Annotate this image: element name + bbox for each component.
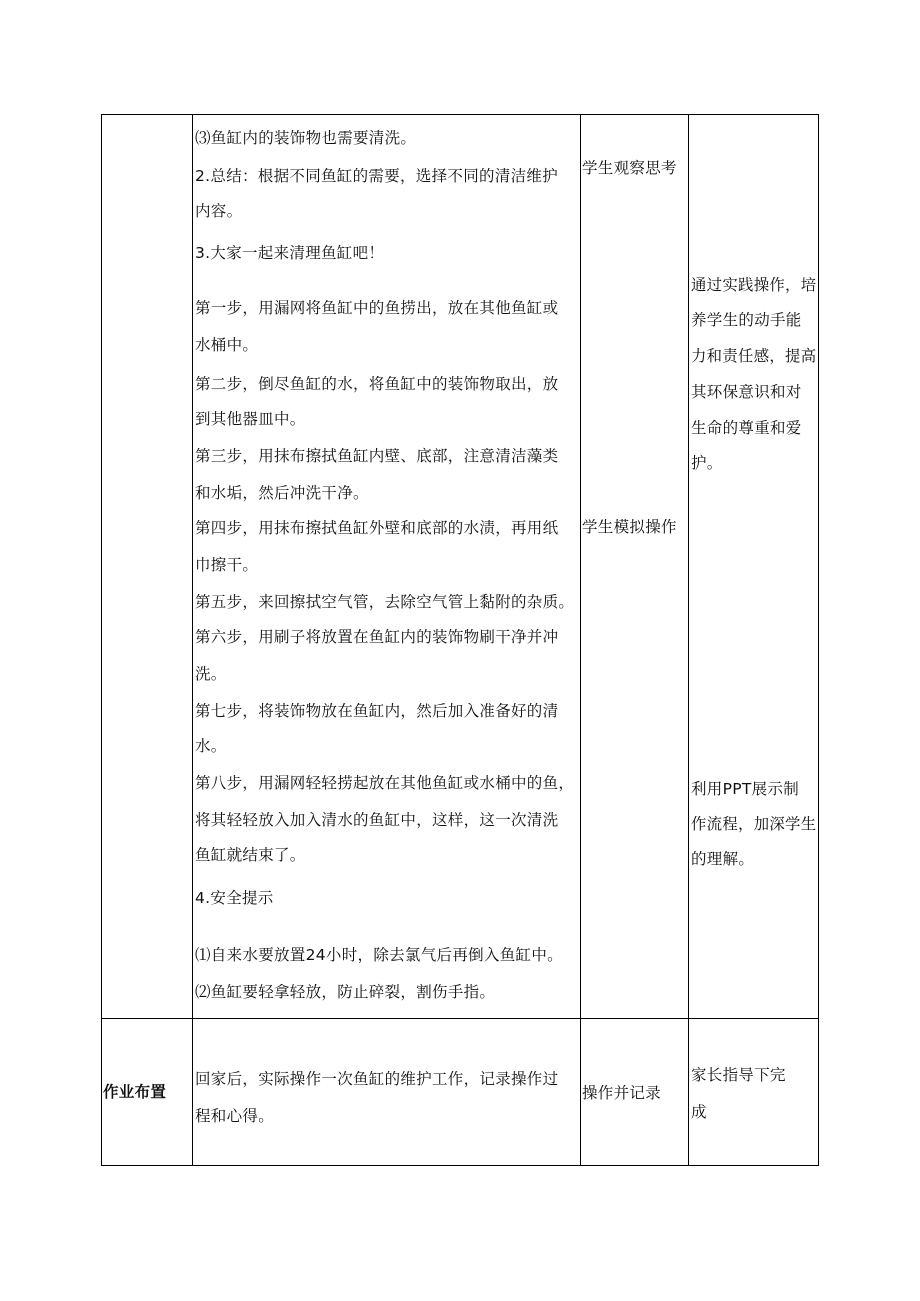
intent-line: 护。 <box>691 454 723 472</box>
homework-student-activity: 操作并记录 <box>582 1084 662 1102</box>
homework-intent-line: 成 <box>691 1103 707 1121</box>
table-border-left <box>101 114 102 1166</box>
homework-label: 作业布置 <box>103 1083 167 1101</box>
intent-line: 其环保意识和对 <box>691 383 802 401</box>
content-line: ⑶鱼缸内的装饰物也需要清洗。 <box>195 129 417 147</box>
content-line: 将其轻轻放入加入清水的鱼缸中，这样，这一次清洗 <box>195 811 559 829</box>
content-line: 第七步，将装饰物放在鱼缸内，然后加入准备好的清 <box>195 702 559 720</box>
content-line: 水。 <box>195 737 227 755</box>
content-line: 水桶中。 <box>195 336 259 354</box>
content-line: 第一步，用漏网将鱼缸中的鱼捞出，放在其他鱼缸或 <box>195 299 559 317</box>
table-row-divider <box>101 1018 819 1019</box>
intent-line: 作流程，加深学生 <box>691 815 817 833</box>
content-line: 第四步，用抹布擦拭鱼缸外壁和底部的水渍，再用纸 <box>195 519 559 537</box>
content-line: 巾擦干。 <box>195 556 259 574</box>
content-line: 洗。 <box>195 665 227 683</box>
content-line: 第三步，用抹布擦拭鱼缸内壁、底部，注意清洁藻类 <box>195 447 559 465</box>
table-col-divider-1 <box>192 114 193 1166</box>
content-line: 3.大家一起来清理鱼缸吧！ <box>195 244 385 262</box>
intent-line: 养学生的动手能 <box>691 311 802 329</box>
intent-line: 生命的尊重和爱 <box>691 419 802 437</box>
content-line: 和水垢，然后冲洗干净。 <box>195 484 369 502</box>
content-line: ⑵鱼缸要轻拿轻放，防止碎裂，割伤手指。 <box>195 983 496 1001</box>
content-line: 鱼缸就结束了。 <box>195 846 306 864</box>
homework-intent-line: 家长指导下完 <box>691 1066 786 1084</box>
intent-line: 力和责任感，提高 <box>691 347 817 365</box>
student-activity-simulate: 学生模拟操作 <box>582 518 677 536</box>
content-line: 第二步，倒尽鱼缸的水，将鱼缸中的装饰物取出，放 <box>195 375 559 393</box>
homework-content-line: 回家后，实际操作一次鱼缸的维护工作，记录操作过 <box>195 1070 559 1088</box>
content-line: 第六步，用刷子将放置在鱼缸内的装饰物刷干净并冲 <box>195 628 559 646</box>
intent-line: 的理解。 <box>691 850 755 868</box>
content-line: 第五步，来回擦拭空气管，去除空气管上黏附的杂质。 <box>195 593 575 611</box>
table-border-right <box>818 114 819 1166</box>
content-line: 到其他器皿中。 <box>195 410 306 428</box>
content-line: 第八步，用漏网轻轻捞起放在其他鱼缸或水桶中的鱼， <box>195 774 575 792</box>
intent-line: 通过实践操作，培 <box>691 276 817 294</box>
table-border-top <box>101 114 819 115</box>
content-line: 4.安全提示 <box>195 889 274 907</box>
intent-line: 利用PPT展示制 <box>691 780 800 798</box>
content-line: 内容。 <box>195 202 243 220</box>
homework-content-line: 程和心得。 <box>195 1107 275 1125</box>
content-line: 2.总结：根据不同鱼缸的需要，选择不同的清洁维护 <box>195 167 558 185</box>
content-line: ⑴自来水要放置24小时，除去氯气后再倒入鱼缸中。 <box>195 946 563 964</box>
table-border-bottom <box>101 1165 819 1166</box>
student-activity-observe: 学生观察思考 <box>582 159 677 177</box>
table-col-divider-3 <box>688 114 689 1166</box>
table-col-divider-2 <box>580 114 581 1166</box>
